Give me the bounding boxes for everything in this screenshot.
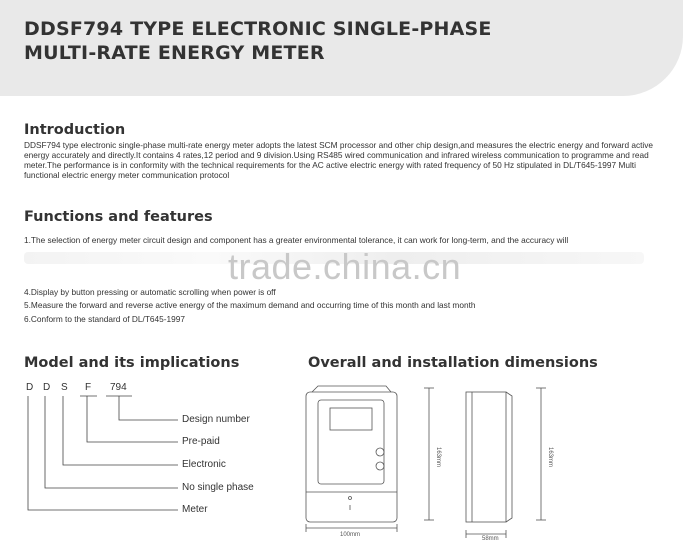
meter-front-body (306, 392, 397, 522)
model-code-794: 794 (110, 382, 127, 393)
front-width-label: 100mm (340, 532, 361, 538)
watermark: trade.china.cn (228, 246, 462, 287)
implication-design-number: Design number (182, 414, 250, 425)
model-heading: Model and its implications (24, 355, 240, 371)
function-item-4: 4.Display by button pressing or automatic scrolling when power is off (24, 287, 276, 297)
implication-electronic: Electronic (182, 459, 226, 470)
meter-front-view (306, 386, 434, 532)
meter-button-upper (376, 448, 384, 456)
connector-design-number (119, 396, 178, 420)
dimensions-heading: Overall and installation dimensions (308, 355, 598, 371)
side-height-label: 163mm (547, 447, 553, 468)
functions-heading: Functions and features (24, 209, 213, 225)
model-code-d2: D (43, 382, 51, 393)
connector-electronic (63, 396, 178, 465)
seal-screw (349, 497, 352, 500)
function-item-5: 5.Measure the forward and reverse active energy of the maximum demand and occurring time of this month and last month (24, 300, 476, 310)
meter-button-lower (376, 462, 384, 470)
side-width-label: 58mm (482, 536, 499, 542)
meter-display (330, 408, 372, 430)
model-code-s: S (61, 382, 68, 393)
meter-front-top (312, 386, 391, 392)
front-height-label: 163mm (435, 447, 441, 468)
introduction-text: DDSF794 type electronic single-phase multi-rate energy meter adopts the latest SCM processor and other chip design,and measures the electric energy and forward active energy accurately and directly.It contains 4 rates,12 period and 9 division.Using RS485 wired communication and infrared wireless communication to programme and read meter.The performance is in conformity with the technical requirements for the AC active electric energy with rated frequency of 50 Hz stipulated in DL/T645-1997 Multi functional electric energy meter communication protocol (24, 140, 654, 180)
meter-side-view (466, 388, 546, 538)
page-title-line-2: MULTI-RATE ENERGY METER (24, 42, 325, 64)
model-code-connectors (28, 396, 178, 510)
function-item-1: 1.The selection of energy meter circuit design and component has a greater environmental tolerance, it can work for long-term, and the accuracy will (24, 235, 569, 245)
implication-no-single-phase: No single phase (182, 482, 254, 493)
implication-meter: Meter (182, 504, 208, 515)
connector-meter (28, 396, 178, 510)
meter-side-depth (506, 392, 512, 522)
model-code-f: F (85, 382, 92, 393)
connector-pre-paid (87, 396, 178, 442)
function-item-6: 6.Conform to the standard of DL/T645-1997 (24, 314, 185, 324)
implication-pre-paid: Pre-paid (182, 436, 220, 447)
introduction-heading: Introduction (24, 122, 126, 138)
page-title-line-1: DDSF794 TYPE ELECTRONIC SINGLE-PHASE (24, 18, 492, 40)
meter-front-cover (318, 400, 384, 484)
model-code-d1: D (26, 382, 34, 393)
